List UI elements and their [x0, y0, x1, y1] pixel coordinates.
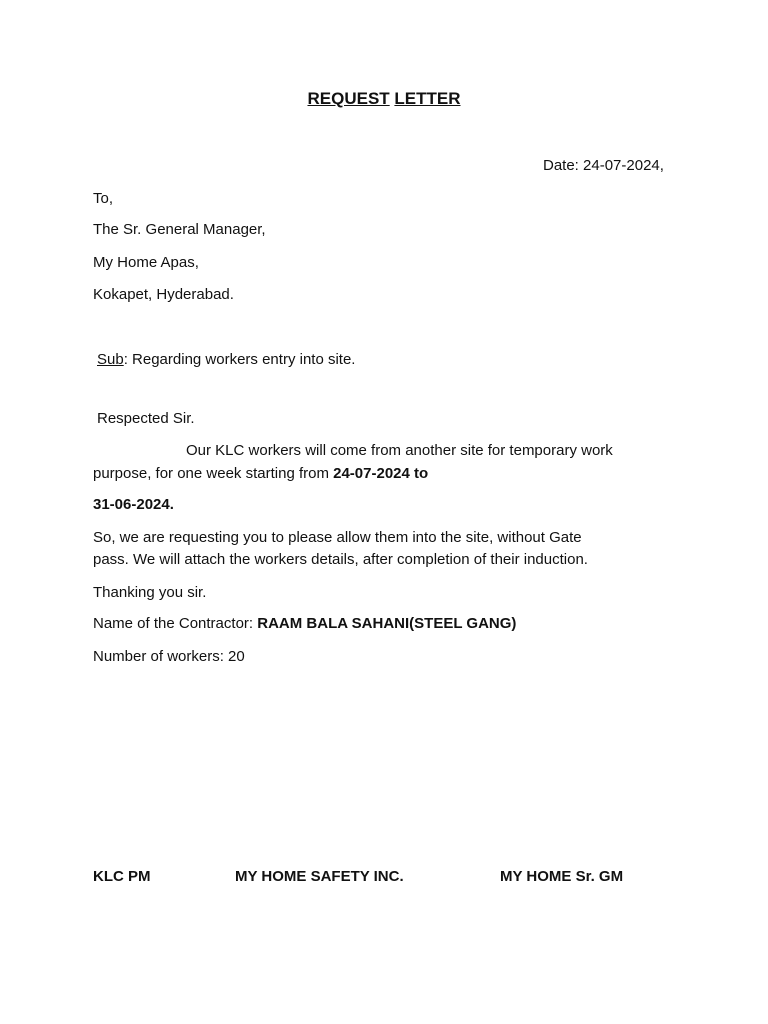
- workers-count: Number of workers: 20: [93, 648, 245, 665]
- signature-sr-gm: MY HOME Sr. GM: [500, 868, 624, 885]
- body-paragraph-1-text: purpose, for one week starting from: [93, 465, 334, 482]
- contractor-line: [93, 614, 516, 634]
- recipient-title: The Sr. General Manager,: [93, 221, 266, 238]
- signature-safety: MY HOME SAFETY INC.: [235, 868, 404, 885]
- contractor-label: Name of the Contractor:: [93, 615, 258, 632]
- body-paragraph-1-line-1: Our KLC workers will come from another site for temporary work: [186, 442, 613, 459]
- contractor-name: RAAM BALA SAHANI(STEEL GANG): [257, 615, 517, 632]
- title-word-request: REQUEST: [307, 89, 390, 108]
- salutation: Respected Sir.: [97, 410, 195, 427]
- recipient-location: Kokapet, Hyderabad.: [93, 286, 234, 303]
- body-paragraph-2-line-2: pass. We will attach the workers details, after completion of their induction.: [93, 551, 588, 568]
- start-date: 24-07-2024 to: [333, 465, 429, 482]
- signature-klc-pm: KLC PM: [93, 868, 151, 885]
- body-paragraph-2-line-1: So, we are requesting you to please allow them into the site, without Gate: [93, 529, 582, 546]
- recipient-to: To,: [93, 190, 114, 207]
- letter-date: Date: 24-07-2024,: [543, 157, 664, 174]
- subject-text: : Regarding workers entry into site.: [123, 351, 356, 368]
- title-word-letter: LETTER: [394, 89, 461, 108]
- end-date: 31-06-2024.: [93, 496, 174, 513]
- subject-line: [97, 350, 355, 370]
- letter-title: [0, 89, 768, 109]
- subject-label: Sub: [97, 351, 124, 368]
- closing-thanks: Thanking you sir.: [93, 584, 207, 601]
- recipient-company: My Home Apas,: [93, 254, 199, 271]
- body-paragraph-1-line-2: [93, 464, 428, 484]
